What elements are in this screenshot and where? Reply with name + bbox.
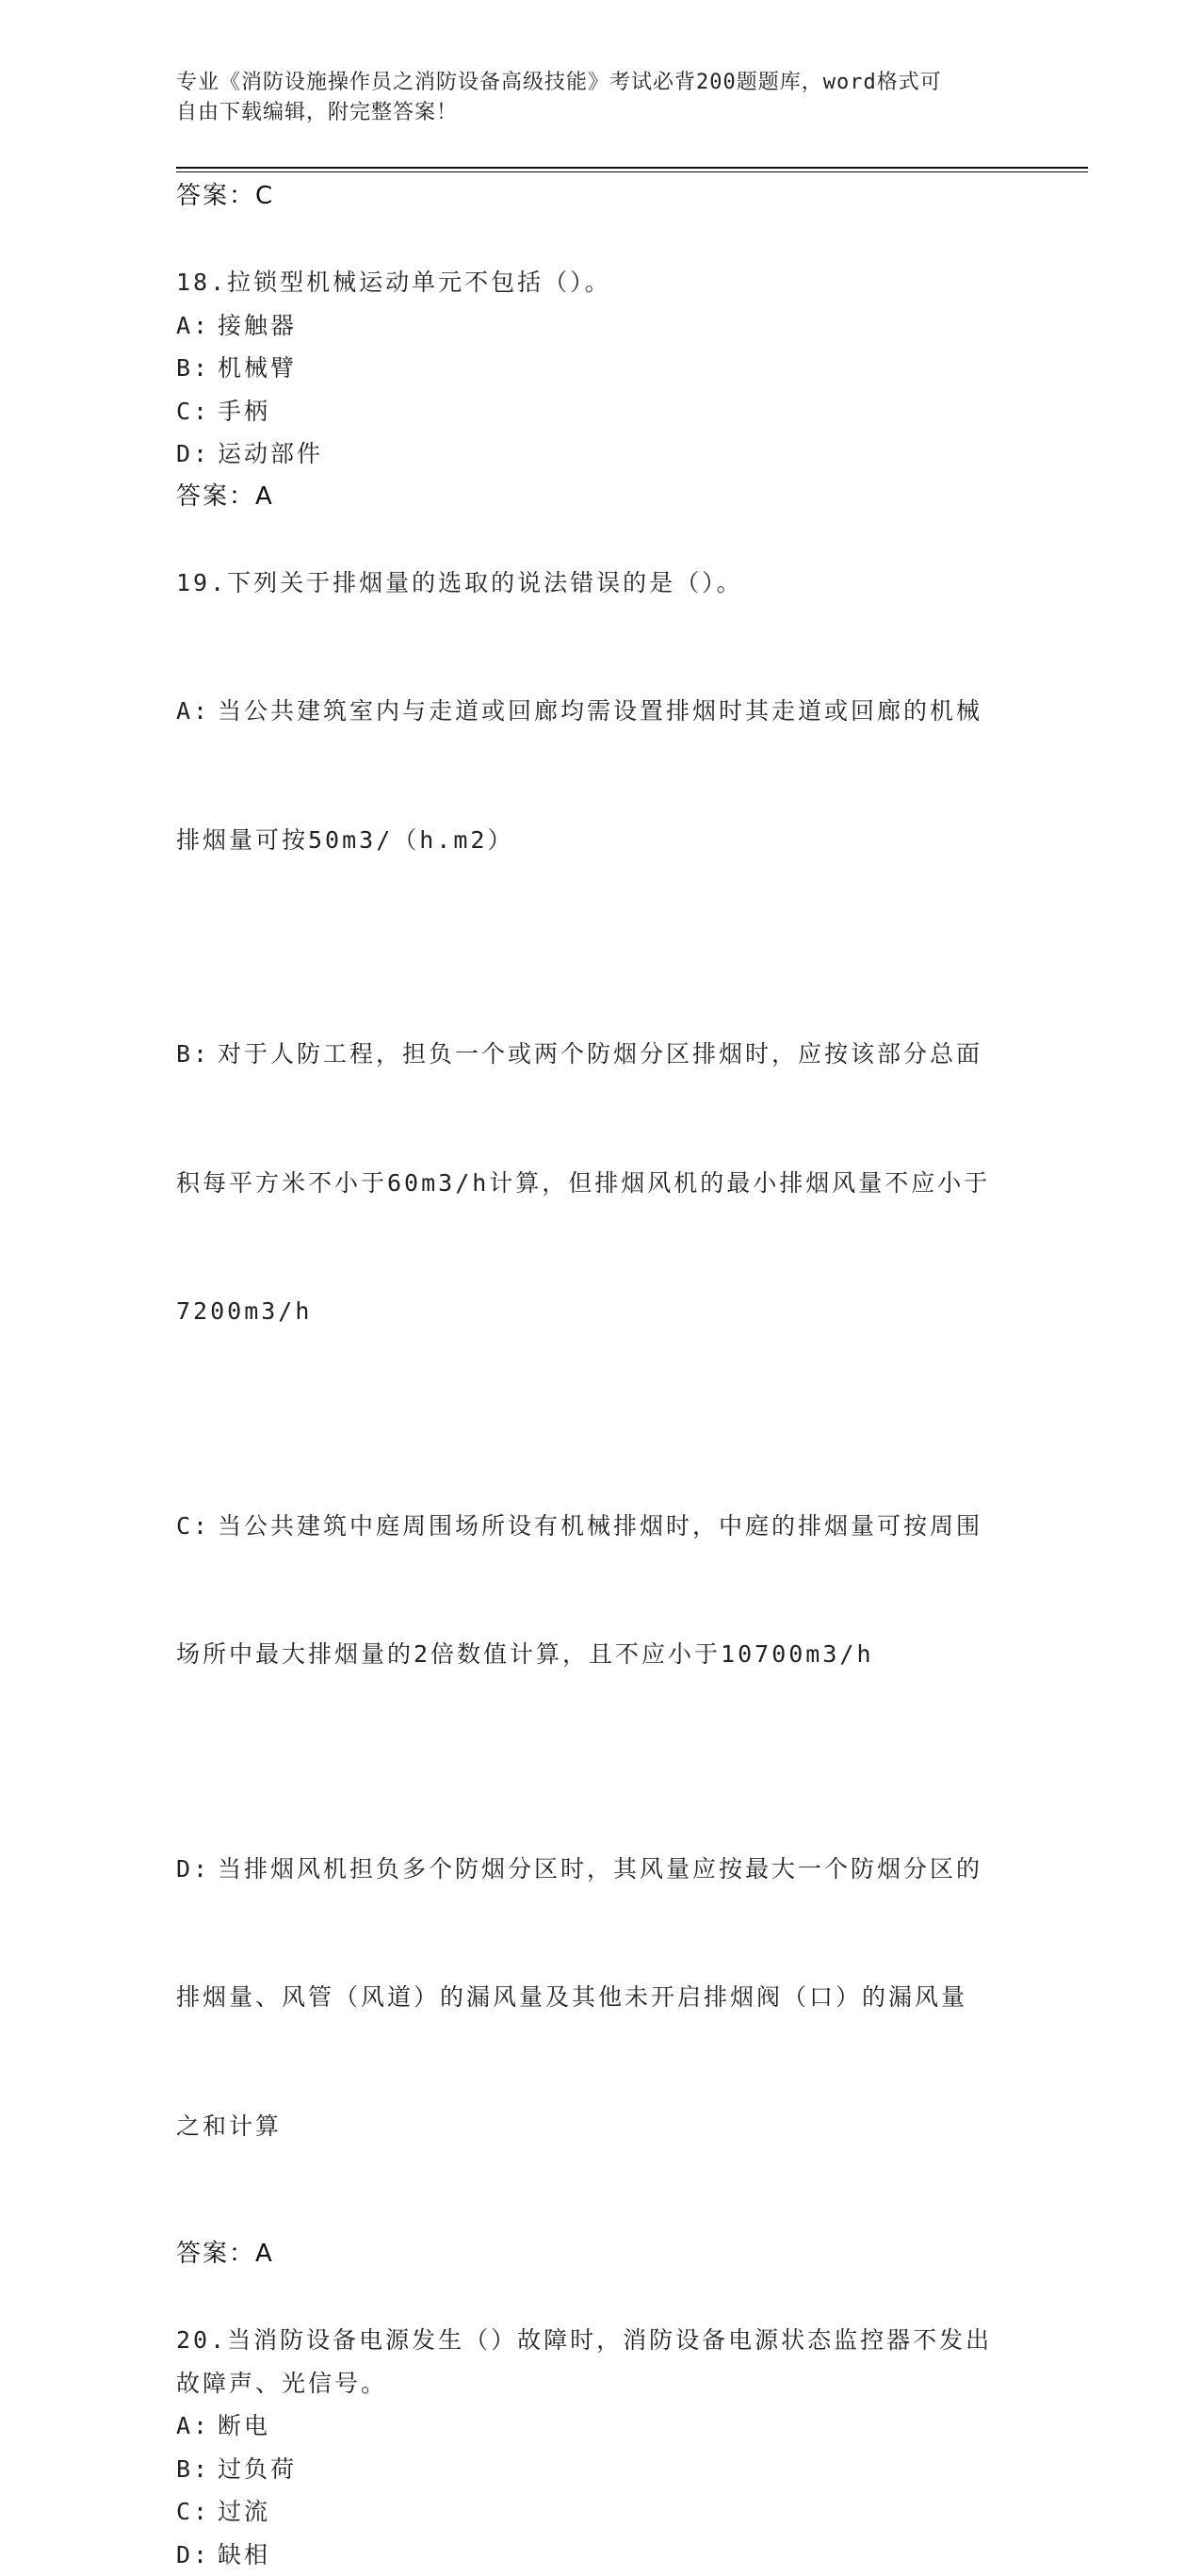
option-c [176,2490,1024,2534]
option-a [176,604,1024,947]
question-answer: 答案：A [176,476,1024,519]
option-text-line: 对于人防工程，担负一个或两个防烟分区排烟时，应按该部分总面 [218,1033,1024,1076]
question-18 [176,261,1024,518]
option-d [176,432,1024,476]
question-20 [176,2319,1024,2576]
option-text: 断电 [218,2405,1024,2448]
spacer [176,518,1024,562]
spacer [176,219,1024,262]
header-rule-thick [176,167,1088,169]
option-text-line: 之和计算 [176,2105,1024,2148]
option-text-line: 排烟量可按50m3/（h.m2） [176,819,1024,862]
option-b [176,2448,1024,2491]
option-key: C: [176,1505,218,1548]
option-text-line: 当排烟风机担负多个防烟分区时，其风量应按最大一个防烟分区的 [218,1848,1024,1891]
option-b [176,947,1024,1419]
question-19 [176,562,1024,2276]
option-d [176,2534,1024,2576]
previous-question-answer: 答案：C [176,175,1024,219]
header-line-2: 自由下载编辑，附完整答案！ [176,98,1024,128]
option-key: B: [176,347,218,390]
option-a [176,304,1024,348]
option-key: C: [176,390,218,433]
document-body [176,175,1024,2576]
header-line-1: 专业《消防设施操作员之消防设备高级技能》考试必背200题题库，word格式可 [176,68,1024,98]
question-answer: 答案：A [176,2233,1024,2276]
option-text-line: 场所中最大排烟量的2倍数值计算，且不应小于10700m3/h [176,1633,1024,1676]
option-text: 手柄 [218,390,1024,433]
option-c [176,1419,1024,1762]
option-key: C: [176,2490,218,2534]
document-header [176,68,1024,128]
question-stem: 19.下列关于排烟量的选取的说法错误的是（）。 [176,562,1024,605]
option-text: 机械臂 [218,347,1024,390]
option-text-line: 积每平方米不小于60m3/h计算，但排烟风机的最小排烟风量不应小于 [176,1162,1024,1205]
option-text: 缺相 [218,2534,1024,2576]
option-text: 接触器 [218,304,1024,348]
option-key: B: [176,2448,218,2491]
option-text: 过流 [218,2490,1024,2534]
option-text: 运动部件 [218,432,1024,476]
option-key: D: [176,2534,218,2576]
question-stem: 18.拉锁型机械运动单元不包括（）。 [176,261,1024,304]
option-b [176,347,1024,390]
option-text-line: 当公共建筑中庭周围场所设有机械排烟时，中庭的排烟量可按周围 [218,1505,1024,1548]
option-key: A: [176,690,218,733]
option-a [176,2405,1024,2448]
question-stem-line: 20.当消防设备电源发生（）故障时，消防设备电源状态监控器不发出 [176,2319,1024,2362]
option-key: A: [176,304,218,348]
option-text-line: 7200m3/h [176,1290,1024,1333]
option-c [176,390,1024,433]
header-rule-thin [176,171,1088,172]
option-d [176,1762,1024,2234]
option-text-line: 排烟量、风管（风道）的漏风量及其他未开启排烟阀（口）的漏风量 [176,1976,1024,2019]
option-text: 过负荷 [218,2448,1024,2491]
option-key: D: [176,432,218,476]
option-key: A: [176,2405,218,2448]
spacer [176,2276,1024,2320]
option-key: D: [176,1848,218,1891]
option-text-line: 当公共建筑室内与走道或回廊均需设置排烟时其走道或回廊的机械 [218,690,1024,733]
question-stem-line: 故障声、光信号。 [176,2362,1024,2405]
option-key: B: [176,1033,218,1076]
